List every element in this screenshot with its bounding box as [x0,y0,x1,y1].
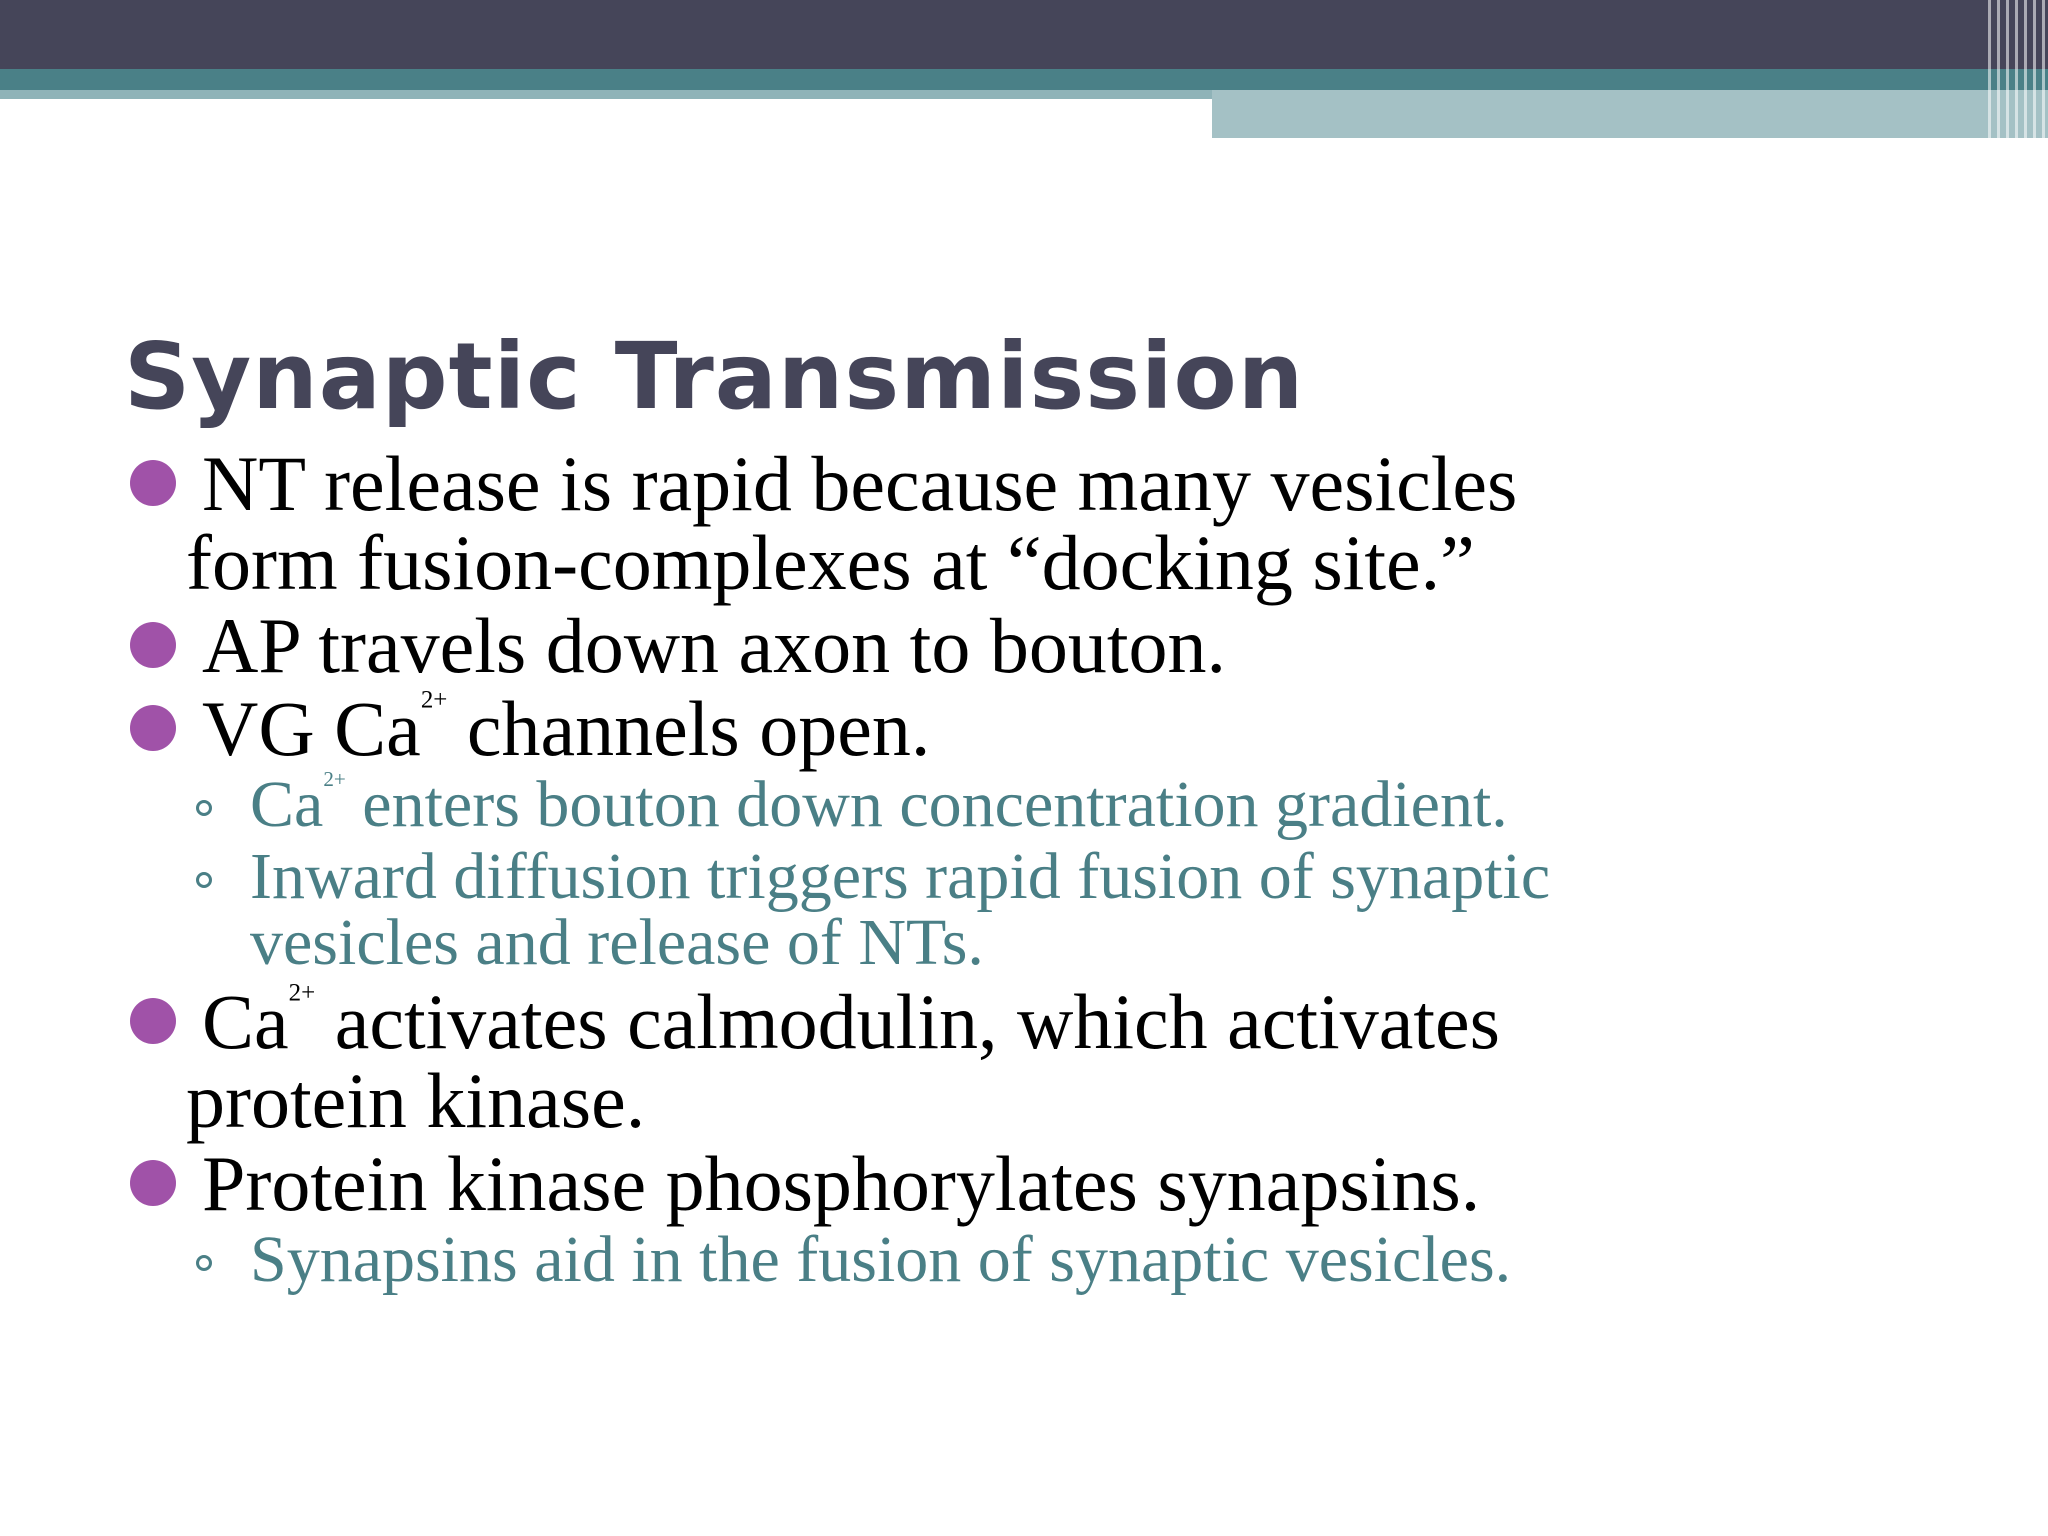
sub-bullet-item [130,766,1990,841]
top-bar-dark [0,0,2048,69]
bullet-item [130,602,1990,689]
bullet-list [130,440,1990,1299]
top-bar-teal [0,69,2048,90]
slide-title: Synaptic Transmission [124,323,1305,430]
hollow-circle-icon [196,872,212,888]
sub-bullet-text-post: enters bouton down concentration gradient. [345,768,1508,841]
bullet-dot-icon [130,622,176,668]
bullet-text-pre: VG Ca [202,685,421,772]
sub-bullet-text-pre: Ca [250,768,324,841]
superscript-charge: 2+ [288,979,316,1007]
bullet-text-post: activates calmodulin, which activates [315,978,1500,1065]
hollow-circle-icon [196,1255,212,1271]
bullet-dot-icon [130,998,176,1044]
bullet-text-line2: protein kinase. [186,1057,646,1144]
sub-bullet-item [130,840,1990,979]
bullet-text: Protein kinase phosphorylates synapsins. [202,1140,1481,1227]
bullet-item [130,685,1990,772]
bullet-item [130,440,1990,606]
top-edge-stripes [1988,0,2048,138]
hollow-circle-icon [196,800,212,816]
bullet-item [130,978,1990,1144]
bullet-text-post: channels open. [447,685,931,772]
superscript-charge: 2+ [420,686,448,714]
bullet-dot-icon [130,705,176,751]
bullet-item [130,1140,1990,1227]
bullet-text: AP travels down axon to bouton. [202,602,1227,689]
bullet-text-line1: NT release is rapid because many vesicles [202,440,1518,527]
sub-bullet-item [130,1223,1990,1296]
top-bar-light [1212,90,2048,138]
bullet-text-line2: form fusion-complexes at “docking site.” [186,519,1475,606]
bullet-dot-icon [130,1160,176,1206]
superscript-charge: 2+ [323,766,346,791]
sub-bullet-text: Synapsins aid in the fusion of synaptic vesicles. [250,1223,1512,1296]
sub-bullet-text-line1: Inward diffusion triggers rapid fusion of synaptic [250,840,1551,913]
sub-bullet-text-line2: vesicles and release of NTs. [250,906,984,979]
bullet-dot-icon [130,460,176,506]
top-bar-teal-thin [0,90,1212,99]
bullet-text-pre: Ca [202,978,289,1065]
